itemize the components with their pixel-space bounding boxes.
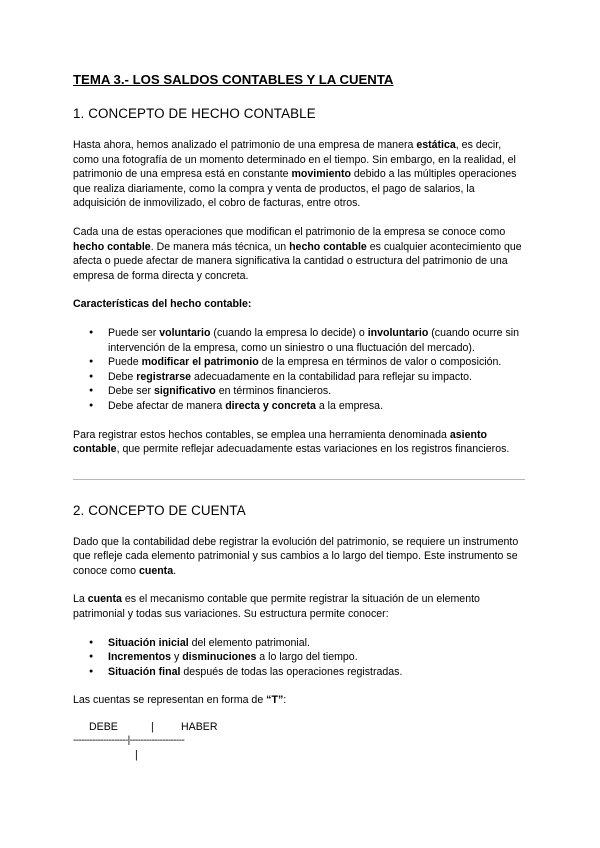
list-item: ● Debe registrarse adecuadamente en la contabilidad para reflejar su impacto. <box>73 370 528 385</box>
t-account-line: --------------------|-------------------- <box>73 735 185 747</box>
t-account-haber-label: HABER <box>181 721 218 734</box>
section-1-heading: 1. CONCEPTO DE HECHO CONTABLE <box>73 106 316 121</box>
section-divider <box>73 479 525 480</box>
list-item: ● Situación inicial del elemento patrimonial. <box>73 636 528 651</box>
list-item: ● Situación final después de todas las operaciones registradas. <box>73 665 528 680</box>
list-item: ● Puede modificar el patrimonio de la empresa en términos de valor o composición. <box>73 355 528 370</box>
bold-text: movimiento <box>291 168 351 181</box>
bold-text: estática <box>416 139 456 151</box>
bold-text: modificar el patrimonio <box>141 356 259 369</box>
bold-text: registrarse <box>136 370 192 383</box>
section-2-paragraph-2: La cuenta es el mecanismo contable que permite registrar la situación de un elemento patrimonial y todas sus variaciones. Su estructura permite conocer: <box>73 593 480 621</box>
bold-text: cuenta <box>138 564 174 577</box>
account-structure-list <box>73 636 528 680</box>
list-item: ● Debe afectar de manera directa y concreta a la empresa. <box>73 399 528 414</box>
t-account-separator: | <box>151 721 154 734</box>
section-2-paragraph-3: Las cuentas se representan en forma de “T”: <box>73 694 287 707</box>
section-2-heading: 2. CONCEPTO DE CUENTA <box>73 502 246 518</box>
bold-text: “T” <box>266 694 284 707</box>
bold-text: hecho contable <box>73 240 151 253</box>
list-item: ● Puede ser voluntario (cuando la empresa lo decide) o involuntario (cuando ocurre sin intervención de la empresa, como un siniestro o una fluctuación del mercado). <box>73 326 528 355</box>
t-account-diagram <box>73 722 528 772</box>
section-1-paragraph-3: Para registrar estos hechos contables, se emplea una herramienta denominada asiento contable, que permite reflejar adecuadamente estas variaciones en los registros financieros. <box>73 428 510 456</box>
bold-text: Incrementos <box>108 651 171 664</box>
section-1-paragraph-1: Hasta ahora, hemos analizado el patrimonio de una empresa de manera estática, es decir, como una fotografía de un momento determinado en el tiempo. Sin embargo, en la realidad, el patrimonio de una empresa está en constante movimiento debido a las múltiples operaciones que realiza diariamente, como la compra y venta de productos, el pago de salarios, la adquisición de inmovilizado, el cobro de facturas, entre otros. <box>73 139 517 210</box>
list-item: ● Incrementos y disminuciones a lo largo del tiempo. <box>73 650 528 665</box>
document-title: TEMA 3.- LOS SALDOS CONTABLES Y LA CUENTA <box>73 72 394 87</box>
list-item: ● Debe ser significativo en términos financieros. <box>73 384 528 399</box>
document-content <box>73 71 528 772</box>
bold-text: cuenta <box>87 593 122 606</box>
section-2-paragraph-1: Dado que la contabilidad debe registrar la evolución del patrimonio, se requiere un instrumento que refleje cada elemento patrimonial y sus cambios a lo largo del tiempo. Este instrumento se conoce como cuenta. <box>73 535 519 577</box>
bold-text: Situación inicial <box>108 636 189 649</box>
characteristics-list <box>73 326 528 414</box>
bold-text: Situación final <box>108 665 181 678</box>
bold-text: voluntario <box>159 326 211 339</box>
bold-text: asiento contable <box>73 428 487 456</box>
bold-text: involuntario <box>367 326 429 339</box>
bold-text: directa y concreta <box>225 399 316 412</box>
t-account-stem: | <box>135 749 138 762</box>
section-1-paragraph-2: Cada una de estas operaciones que modifican el patrimonio de la empresa se conoce como hecho contable. De manera más técnica, un hecho contable es cualquier acontecimiento que afecta o puede afectar de manera significativa la cantidad o estructura del patrimonio de una empresa de forma directa y concreta. <box>73 225 522 282</box>
bold-text: hecho contable <box>289 240 367 253</box>
t-account-debe-label: DEBE <box>89 721 118 734</box>
bold-text: significativo <box>153 385 216 398</box>
bold-text: disminuciones <box>182 651 257 664</box>
characteristics-heading: Características del hecho contable: <box>73 298 252 311</box>
